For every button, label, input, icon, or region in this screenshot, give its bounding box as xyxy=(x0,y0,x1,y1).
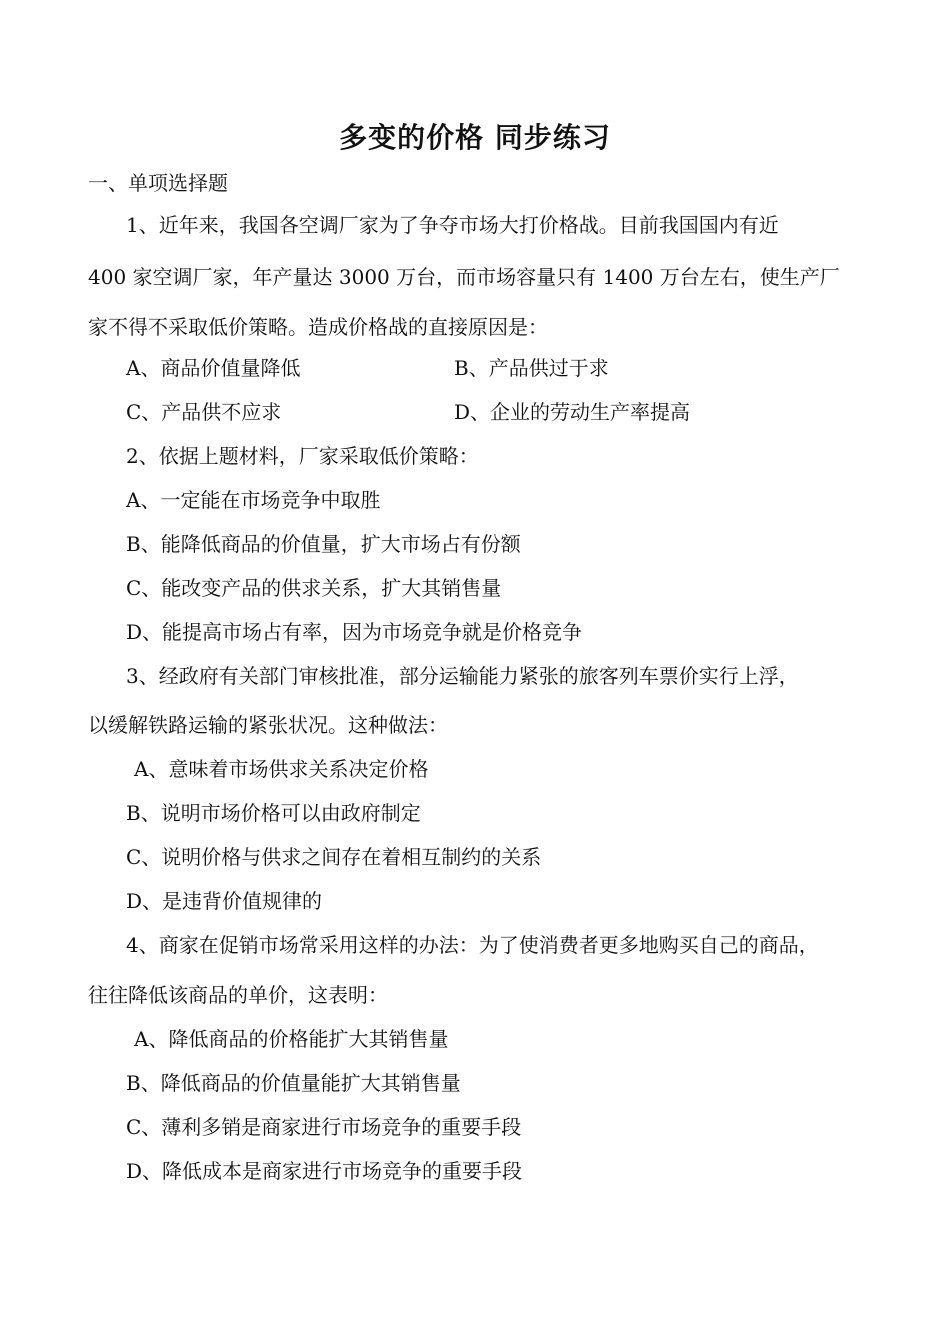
page-title: 多变的价格 同步练习 xyxy=(339,121,611,154)
q1-option-d: D、企业的劳动生产率提高 xyxy=(454,400,691,424)
q3-option-d: D、是违背价值规律的 xyxy=(126,889,323,913)
q1-option-a: A、商品价值量降低 xyxy=(126,356,301,380)
q4-stem-line2: 往往降低该商品的单价，这表明： xyxy=(88,983,388,1007)
q1-option-b: B、产品供过于求 xyxy=(454,356,609,380)
q2-option-d: D、能提高市场占有率，因为市场竞争就是价格竞争 xyxy=(126,620,583,644)
q4-option-a: A、降低商品的价格能扩大其销售量 xyxy=(134,1027,449,1051)
q1-options-row2 xyxy=(126,399,691,425)
q4-option-d: D、降低成本是商家进行市场竞争的重要手段 xyxy=(126,1159,523,1183)
q3-option-b: B、说明市场价格可以由政府制定 xyxy=(126,801,421,825)
q3-option-a: A、意味着市场供求关系决定价格 xyxy=(134,757,429,781)
q4-option-c: C、薄利多销是商家进行市场竞争的重要手段 xyxy=(126,1115,522,1139)
q1-stem-line2: 400 家空调厂家，年产量达 3000 万台，而市场容量只有 1400 万台左右，使生产厂 xyxy=(88,265,840,289)
q1-stem-line3: 家不得不采取低价策略。造成价格战的直接原因是： xyxy=(88,315,548,339)
q3-option-c: C、说明价格与供求之间存在着相互制约的关系 xyxy=(126,845,542,869)
q4-stem-line1: 4、商家在促销市场常采用这样的办法：为了使消费者更多地购买自己的商品， xyxy=(126,933,819,957)
section-heading: 一、单项选择题 xyxy=(88,171,228,195)
q2-option-b: B、能降低商品的价值量，扩大市场占有份额 xyxy=(126,532,521,556)
q3-stem-line1: 3、经政府有关部门审核批准，部分运输能力紧张的旅客列车票价实行上浮， xyxy=(126,664,799,688)
q2-option-a: A、一定能在市场竞争中取胜 xyxy=(126,488,381,512)
q1-option-c: C、产品供不应求 xyxy=(126,400,282,424)
q2-option-c: C、能改变产品的供求关系，扩大其销售量 xyxy=(126,576,502,600)
q3-stem-line2: 以缓解铁路运输的紧张状况。这种做法： xyxy=(88,713,448,737)
q1-stem-line1: 1、近年来，我国各空调厂家为了争夺市场大打价格战。目前我国国内有近 xyxy=(126,213,779,237)
q2-stem: 2、依据上题材料，厂家采取低价策略： xyxy=(126,444,479,468)
q1-options-row1 xyxy=(126,355,609,381)
q4-option-b: B、降低商品的价值量能扩大其销售量 xyxy=(126,1071,461,1095)
